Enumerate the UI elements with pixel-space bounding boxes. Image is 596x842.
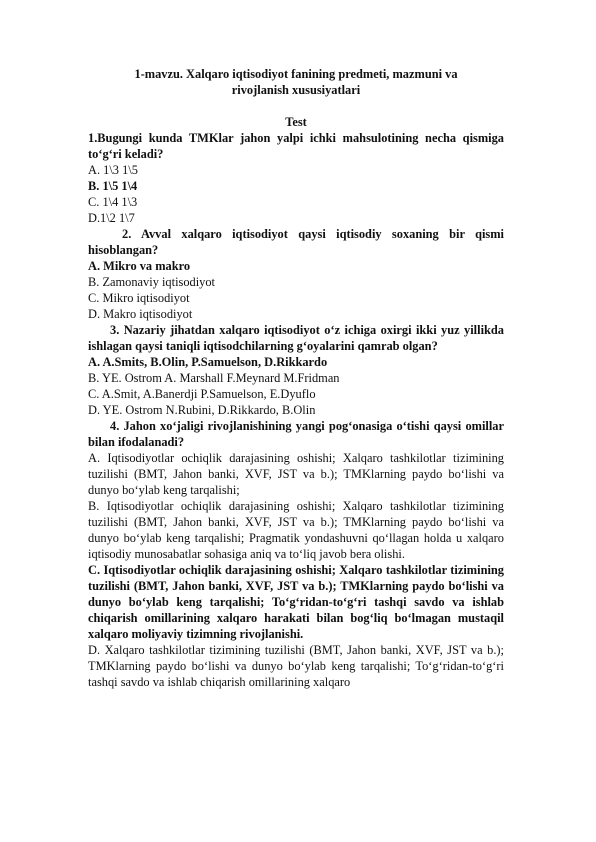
q4-option-b: B. Iqtisodiyotlar ochiqlik darajasining oshishi; Xalqaro tashkilotlar tizimining tuzilishi (BMT, Jahon banki, XVF, JST va b.); TMKlarning paydo bo‘lishi va dunyo bo‘ylab keng tarqalishi; Pragmatik yondashuvni qo‘llagan holda u xalqaro iqtisodiy munosabatlar sohasiga aniq va to‘liq javob bera olishi. [88,499,504,561]
q2-option-d: D. Makro iqtisodiyot [88,307,193,321]
q1-option-d: D.1\2 1\7 [88,211,135,225]
question-1: 1.Bugungi kunda TMKlar jahon yalpi ichki mahsulotining necha qismiga to‘g‘ri keladi? [88,131,504,161]
q3-option-c: C. A.Smit, A.Banerdji P.Samuelson, E.Dyuflo [88,387,316,401]
q3-option-a: A. A.Smits, B.Olin, P.Samuelson, D.Rikkardo [88,355,328,369]
document-page [88,66,504,690]
question-4: 4. Jahon xo‘jaligi rivojlanishining yangi pog‘onasiga o‘tishi qaysi omillar bilan ifodalanadi? [88,419,504,449]
q3-option-d: D. YE. Ostrom N.Rubini, D.Rikkardo, B.Olin [88,403,316,417]
question-3: 3. Nazariy jihatdan xalqaro iqtisodiyot o‘z ichiga oxirgi ikki yuz yillikda ishlagan qaysi taniqli iqtisodchilarning g‘oyalarini qamrab olgan? [88,323,504,353]
q4-option-c: C. Iqtisodiyotlar ochiqlik darajasining oshishi; Xalqaro tashkilotlar tizimining tuzilishi (BMT, Jahon banki, XVF, JST va b.); TMKlarning paydo bo‘lishi va dunyo bo‘ylab keng tarqalishi; To‘g‘ridan-to‘g‘ri tashqi savdo va ishlab chiqarish omillarining xalqaro harakati bilan bog‘liq bo‘lmagan mustaqil xalqaro moliyaviy tizimning rivojlanishi. [88,563,504,641]
q4-option-a: A. Iqtisodiyotlar ochiqlik darajasining oshishi; Xalqaro tashkilotlar tizimining tuzilishi (BMT, Jahon banki, XVF, JST va b.); TMKlarning paydo bo‘lishi va dunyo bo‘ylab keng tarqalishi; [88,451,504,497]
q1-option-c: C. 1\4 1\3 [88,195,138,209]
question-2: 2. Avval xalqaro iqtisodiyot qaysi iqtisodiy soxaning bir qismi hisoblangan? [88,227,504,257]
q2-option-c: C. Mikro iqtisodiyot [88,291,190,305]
q1-option-b: B. 1\5 1\4 [88,179,138,193]
q1-option-a: A. 1\3 1\5 [88,163,138,177]
document-title: 1-mavzu. Xalqaro iqtisodiyot fanining predmeti, mazmuni va rivojlanish xususiyatlari [134,67,458,97]
q2-option-a: A. Mikro va makro [88,259,191,273]
q4-option-d: D. Xalqaro tashkilotlar tizimining tuzilishi (BMT, Jahon banki, XVF, JST va b.); TMKlarning paydo bo‘lishi va dunyo bo‘ylab keng tarqalishi; To‘g‘ridan-to‘g‘ri tashqi savdo va ishlab chiqarish omillarining xalqaro [88,643,504,689]
q2-option-b: B. Zamonaviy iqtisodiyot [88,275,215,289]
q3-option-b: B. YE. Ostrom A. Marshall F.Meynard M.Fridman [88,371,340,385]
section-heading: Test [285,115,307,129]
